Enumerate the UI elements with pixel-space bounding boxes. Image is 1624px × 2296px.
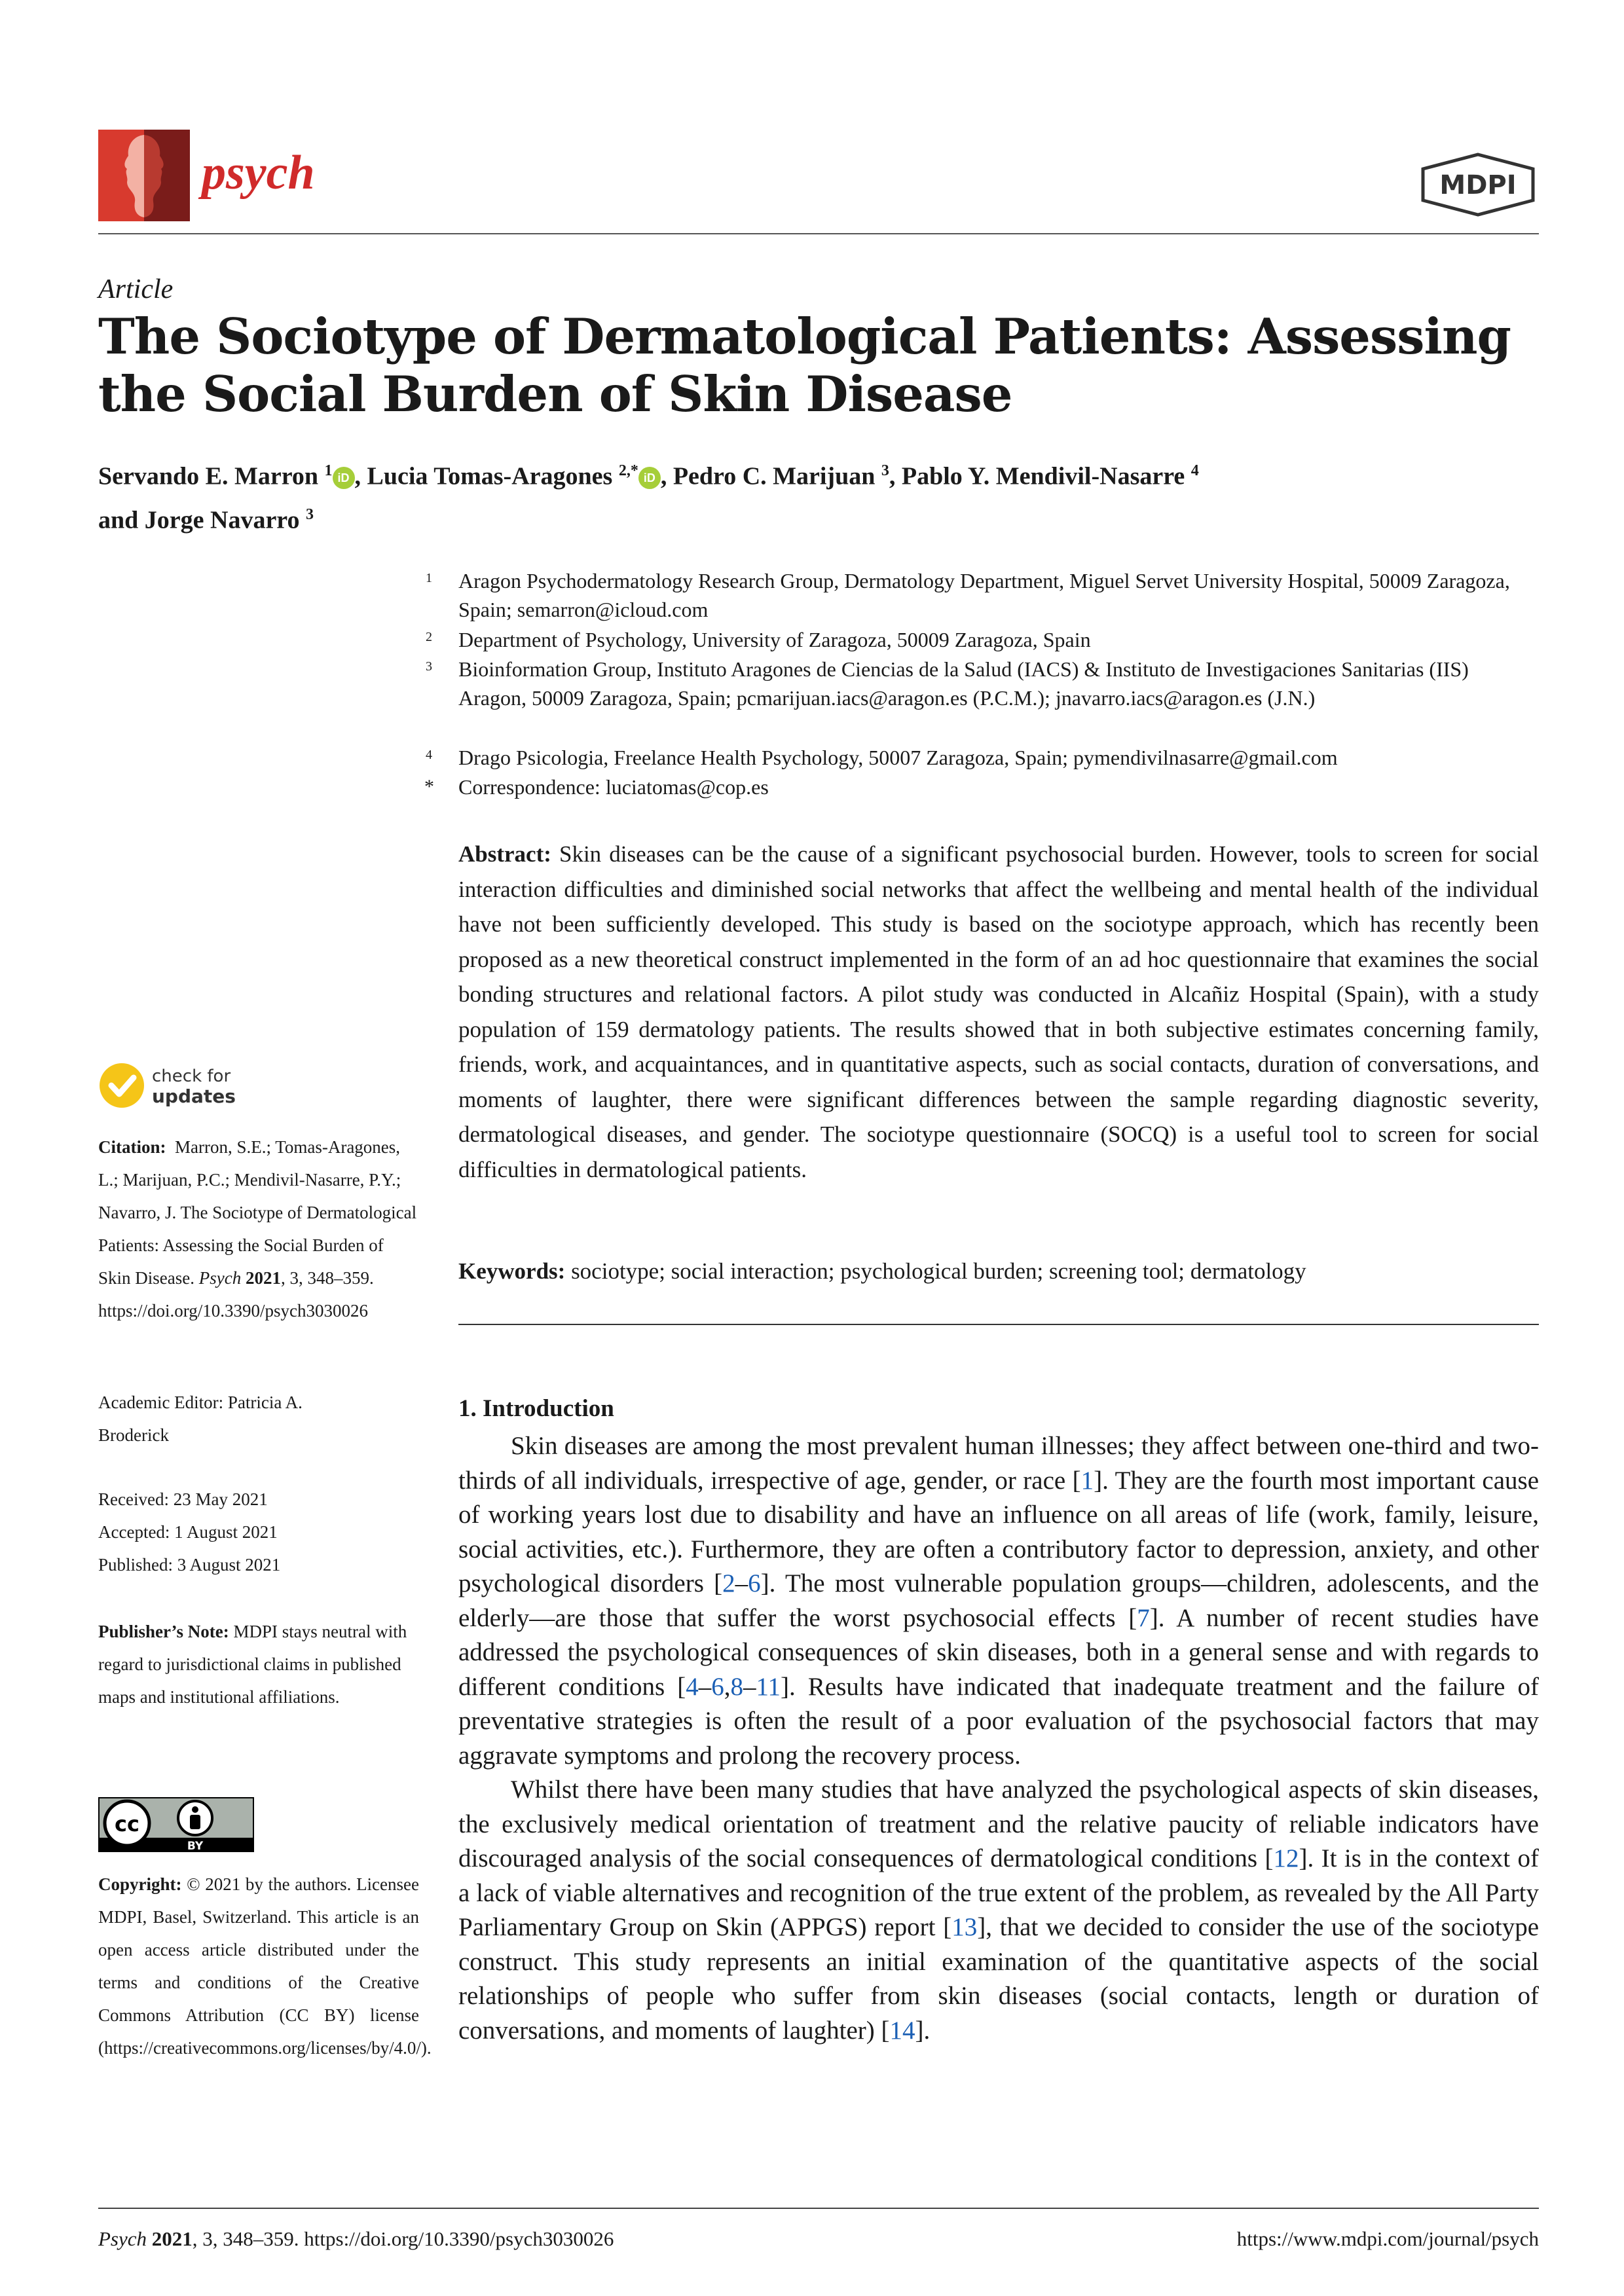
journal-logo	[98, 130, 190, 221]
publishers-note: Publisher’s Note: MDPI stays neutral with regard to jurisdictional claims in published maps and institutional affiliations.	[98, 1622, 407, 1707]
abstract-label: Abstract:	[458, 841, 551, 867]
svg-text:updates: updates	[152, 1085, 236, 1107]
footer-citation: Psych 2021, 3, 348–359. https://doi.org/10.3390/psych3030026	[98, 2227, 614, 2250]
correspondence: * Correspondence: luciatomas@cop.es	[424, 775, 769, 799]
author-name: Pedro C. Marijuan	[673, 462, 881, 490]
article-type: Article	[98, 274, 174, 304]
reference-link[interactable]: 14	[889, 2016, 915, 2045]
section-rule	[458, 1324, 1539, 1325]
orcid-icon[interactable]: iD	[638, 467, 661, 489]
affiliation-2: 2 Department of Psychology, University of Zaragoza, 50009 Zaragoza, Spain	[426, 628, 1091, 651]
footer-journal-url[interactable]: https://www.mdpi.com/journal/psych	[1236, 2227, 1539, 2250]
citation-doi-link[interactable]: https://doi.org/10.3390/psych3030026	[98, 1301, 369, 1321]
abstract	[458, 837, 1539, 1187]
reference-link[interactable]: 13	[951, 1913, 978, 1941]
reference-link[interactable]: 11	[756, 1672, 781, 1701]
author-affiliation-marker: 3	[306, 505, 314, 523]
check-for-updates-badge[interactable]	[97, 1059, 261, 1112]
svg-text:cc: cc	[115, 1812, 139, 1836]
reference-link[interactable]: 6	[748, 1569, 761, 1597]
copyright-notice: Copyright: © 2021 by the authors. Licensee MDPI, Basel, Switzerland. This article is an open access article distributed under the terms and conditions of the Creative Commons Attribution (CC BY) license (https://creativecommons.org/licenses/by/4.0/).	[98, 1874, 432, 2058]
author-affiliation-marker: 2,*	[618, 462, 638, 479]
reference-link[interactable]: 6	[711, 1672, 724, 1701]
affiliation-4: 4 Drago Psicologia, Freelance Health Psychology, 50007 Zaragoza, Spain; pymendivilnasarre@gmail.com	[426, 746, 1338, 769]
svg-text:BY: BY	[187, 1840, 204, 1852]
received-date: Received: 23 May 2021	[98, 1489, 268, 1509]
footer-rule	[98, 2208, 1539, 2209]
reference-link[interactable]: 1	[1080, 1466, 1094, 1495]
reference-link[interactable]: 12	[1273, 1844, 1299, 1872]
orcid-icon[interactable]: iD	[333, 467, 355, 489]
author-affiliation-marker: 4	[1190, 462, 1199, 479]
mdpi-logo	[1418, 152, 1539, 217]
reference-link[interactable]: 7	[1137, 1603, 1150, 1632]
abstract-text: Skin diseases can be the cause of a significant psychosocial burden. However, tools to screen for social interaction difficulties and diminished social networks that affect the wellbeing and mental health of the individual have not been sufficiently developed. This study is based on the sociotype approach, which has recently been proposed as a new theoretical construct implemented in the form of an ad hoc questionnaire that examines the social bonding structures and relational factors. A pilot study was conducted in Alcañiz Hospital (Spain), with a study population of 159 dermatology patients. The results showed that in both subjective estimates concerning family, friends, work, and acquaintances, and in quantitative aspects, such as social contacts, duration of conversations, and moments of laughter, there were significant differences between the sample regarding diagnostic severity, dermatological diseases, and gender. The sociotype questionnaire (SOCQ) is a useful tool to screen for social difficulties in dermatological patients.	[458, 841, 1539, 1182]
author-affiliation-marker: 3	[881, 462, 889, 479]
affiliation-1: 1 Aragon Psychodermatology Research Group, Dermatology Department, Miguel Servet University Hospital, 50009 Zaragoza, Spain; semarron@icloud.com	[426, 569, 1510, 621]
reference-link[interactable]: 8	[730, 1672, 743, 1701]
body-paragraph: Whilst there have been many studies that have analyzed the psychological aspects of skin diseases, the exclusively medical orientation of treatment and the relative paucity of reliable indicators have discouraged analysis of the social consequences of dermatological conditions [12]. It is in the context of a lack of viable alternatives and recognition of the true extent of the problem, as revealed by the All Party Parliamentary Group on Skin (APPGS) report [13], that we decided to consider the use of the sociotype construct. This study represents an initial examination of the quantitative aspects of the social relationships of people who suffer from skin diseases (social contacts, length or duration of conversations, and moments of laughter) [14].	[458, 1776, 1539, 2045]
journal-name: psych	[202, 146, 315, 200]
author-name: Lucia Tomas-Aragones	[367, 462, 619, 490]
section-title: 1. Introduction	[458, 1395, 614, 1422]
header-rule	[98, 233, 1539, 234]
body-paragraph: Skin diseases are among the most prevalent human illnesses; they affect between one-third and two-thirds of all individuals, irrespective of age, gender, or race [1]. They are the fourth most important cause of working years lost due to disability and have an influence on all areas of life (work, family, leisure, social activities, etc.). Furthermore, they are often a contributory factor to depression, anxiety, and other psychological disorders [2–6]. The most vulnerable population groups—children, adolescents, and the elderly—are those that suffer the worst psychosocial effects [7]. A number of recent studies have addressed the psychological consequences of skin diseases, both in a general sense and with regards to different conditions [4–6,8–11]. Results have indicated that inadequate treatment and the failure of preventative strategies is often the result of a poor evaluation of the psychosocial factors that may aggravate symptoms and prolong the recovery process.	[458, 1432, 1540, 1770]
accepted-date: Accepted: 1 August 2021	[98, 1522, 278, 1542]
author-list: Servando E. Marron $^1$ iD , Lucia Tomas-Aragones $^{2,*}$ iD , Pedro C. Marijuan $^3$, Pablo Y. Mendivil-Nasarre $^4$ and Jorge Navarro $^3$	[98, 462, 1199, 534]
introduction-body	[458, 1429, 1539, 2048]
keywords-text: sociotype; social interaction; psychological burden; screening tool; dermatology	[571, 1258, 1306, 1284]
reference-link[interactable]: 4	[686, 1672, 699, 1701]
paper-title: The Sociotype of Dermatological Patients: Assessing the Social Burden of Skin Disease	[98, 308, 1511, 423]
affiliation-3: 3 Bioinformation Group, Instituto Aragones de Ciencias de la Salud (IACS) & Instituto de Investigaciones Sanitarias (IIS) Aragon, 50009 Zaragoza, Spain; pcmarijuan.iacs@aragon.es (P.C.M.); jnavarro.iacs@aragon.es (J.N.)	[426, 657, 1469, 710]
author-name: Servando E. Marron	[98, 462, 325, 490]
author-name: Pablo Y. Mendivil-Nasarre	[901, 462, 1191, 490]
published-date: Published: 3 August 2021	[98, 1555, 281, 1575]
reference-link[interactable]: 2	[722, 1569, 735, 1597]
keywords-label: Keywords:	[458, 1258, 566, 1284]
citation: Citation: Marron, S.E.; Tomas-Aragones, L.; Marijuan, P.C.; Mendivil-Nasarre, P.Y.; Navarro, J. The Sociotype of Dermatological Patients: Assessing the Social Burden of Skin Disease. Psych 2021, 3, 348–359. https://doi.org/10.3390/psych3030026	[98, 1137, 417, 1321]
author-affiliation-marker: 1	[324, 462, 333, 479]
svg-text:check for: check for	[152, 1066, 231, 1086]
svg-text:MDPI: MDPI	[1439, 170, 1517, 200]
cc-by-license-badge[interactable]	[98, 1797, 254, 1852]
author-name: and Jorge Navarro	[98, 506, 306, 534]
academic-editor: Academic Editor: Patricia A. Broderick	[98, 1393, 303, 1445]
keywords	[458, 1258, 1539, 1285]
